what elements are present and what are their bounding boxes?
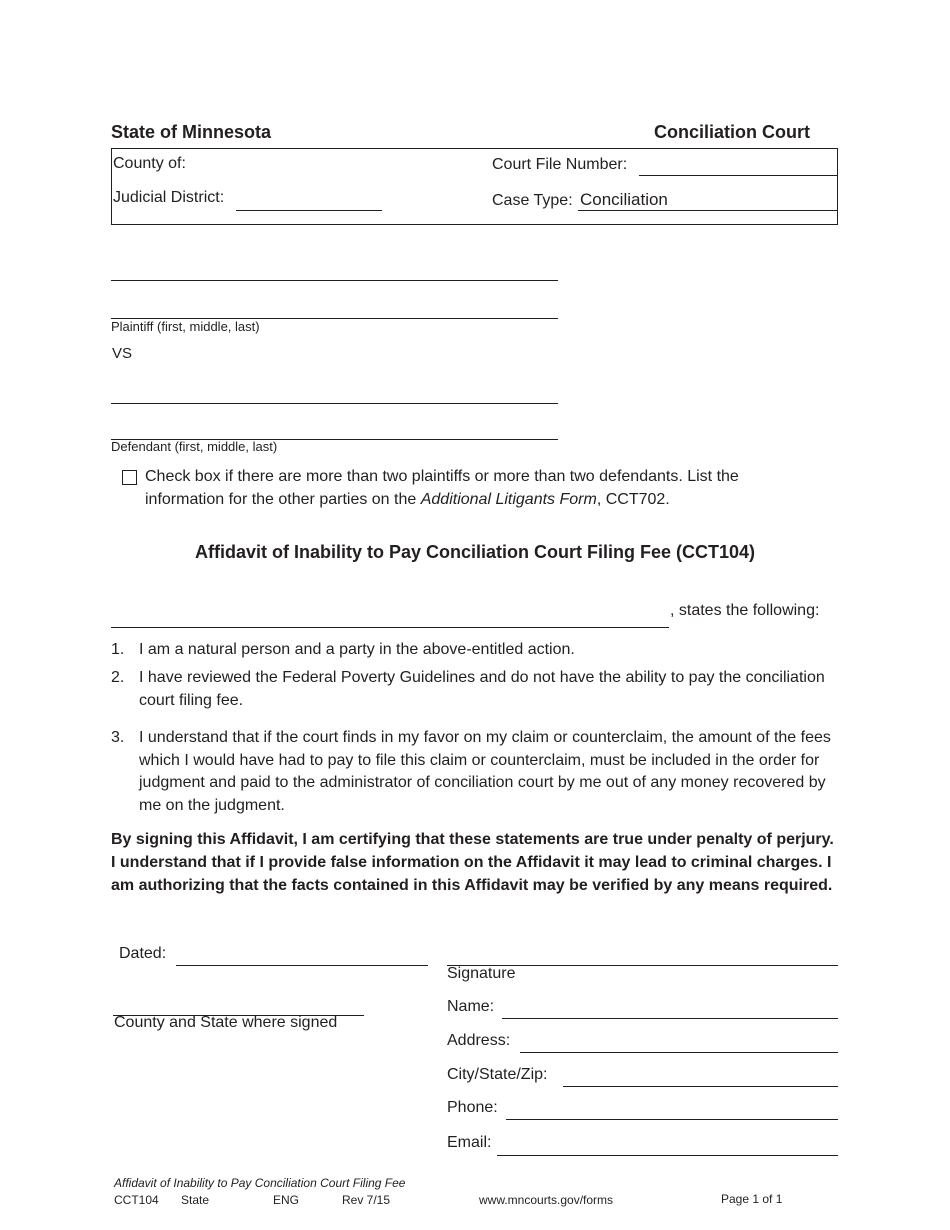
case-info-box xyxy=(111,148,838,225)
email-label: Email: xyxy=(447,1134,492,1151)
additional-litigants-form-ref: Additional Litigants Form xyxy=(420,490,597,508)
phone-field[interactable] xyxy=(506,1119,838,1120)
checkbox-text-line-1: Check box if there are more than two plaintiffs or more than two defendants. List the xyxy=(145,468,739,485)
footer-revision: Rev 7/15 xyxy=(342,1193,391,1207)
statement-3 xyxy=(111,727,831,817)
statement-number: 1. xyxy=(111,641,125,658)
vs-label: VS xyxy=(112,345,133,362)
case-type-label: Case Type: xyxy=(492,192,573,209)
address-label: Address: xyxy=(447,1032,511,1049)
checkbox-instructions xyxy=(145,466,845,511)
form-title: Affidavit of Inability to Pay Conciliation Court Filing Fee (CCT104) xyxy=(194,542,756,562)
statement-1 xyxy=(111,639,831,662)
statement-text: I understand that if the court finds in my favor on my claim or counterclaim, the amount of the fees which I would have had to pay to file this claim or counterclaim, must be included in the order for judgment and paid to the administrator of conciliation court by me out of any money recovered by me on the judgment. xyxy=(139,729,831,814)
name-label: Name: xyxy=(447,998,495,1015)
file-number-label: Court File Number: xyxy=(492,156,628,173)
footer-category: State xyxy=(181,1193,210,1207)
district-label: Judicial District: xyxy=(113,189,225,206)
statement-text: I am a natural person and a party in the above-entitled action. xyxy=(139,641,575,658)
statement-number: 3. xyxy=(111,729,125,746)
defendant-caption: Defendant (first, middle, last) xyxy=(111,439,278,454)
footer-page-number: Page 1 of 1 xyxy=(721,1192,783,1206)
state-heading: State of Minnesota xyxy=(111,122,272,142)
footer-code: CCT104 xyxy=(114,1193,159,1207)
county-state-signed-label: County and State where signed xyxy=(114,1014,338,1031)
footer-language: ENG xyxy=(273,1193,300,1207)
certification-statement: By signing this Affidavit, I am certifying that these statements are true under penalty of perjury. I understand that if I provide false information on the Affidavit it may lead to criminal charges. I am authorizing that the facts contained in this Affidavit may be verified by any means required. xyxy=(111,831,834,894)
states-following-text: , states the following: xyxy=(670,602,820,619)
file-number-field[interactable] xyxy=(639,175,838,176)
statement-text: I have reviewed the Federal Poverty Guidelines and do not have the ability to pay the conciliation court filing fee. xyxy=(139,669,825,709)
additional-parties-checkbox[interactable] xyxy=(122,470,137,485)
dated-field[interactable] xyxy=(176,965,428,966)
defendant-line-1[interactable] xyxy=(111,403,558,404)
city-state-zip-field[interactable] xyxy=(563,1086,838,1087)
footer-form-title: Affidavit of Inability to Pay Conciliation Court Filing Fee xyxy=(114,1176,406,1190)
county-label: County of: xyxy=(113,155,186,172)
address-field[interactable] xyxy=(520,1052,838,1053)
district-field[interactable] xyxy=(236,210,382,211)
affiant-name-field[interactable] xyxy=(111,627,669,628)
phone-label: Phone: xyxy=(447,1099,498,1116)
court-heading: Conciliation Court xyxy=(654,122,810,142)
name-field[interactable] xyxy=(502,1018,838,1019)
city-state-zip-label: City/State/Zip: xyxy=(447,1066,548,1083)
dated-label: Dated: xyxy=(119,945,167,962)
checkbox-text-line-2a: information for the other parties on the xyxy=(145,490,421,508)
email-field[interactable] xyxy=(497,1155,838,1156)
statement-number: 2. xyxy=(111,669,125,686)
plaintiff-caption: Plaintiff (first, middle, last) xyxy=(111,319,260,334)
footer-website[interactable]: www.mncourts.gov/forms xyxy=(479,1193,614,1207)
case-type-value: Conciliation xyxy=(580,190,668,209)
case-type-field[interactable] xyxy=(578,210,838,211)
checkbox-text-line-2b: , CCT702. xyxy=(596,490,670,508)
plaintiff-line-1[interactable] xyxy=(111,280,558,281)
signature-label: Signature xyxy=(447,965,516,982)
statement-2 xyxy=(111,667,831,712)
